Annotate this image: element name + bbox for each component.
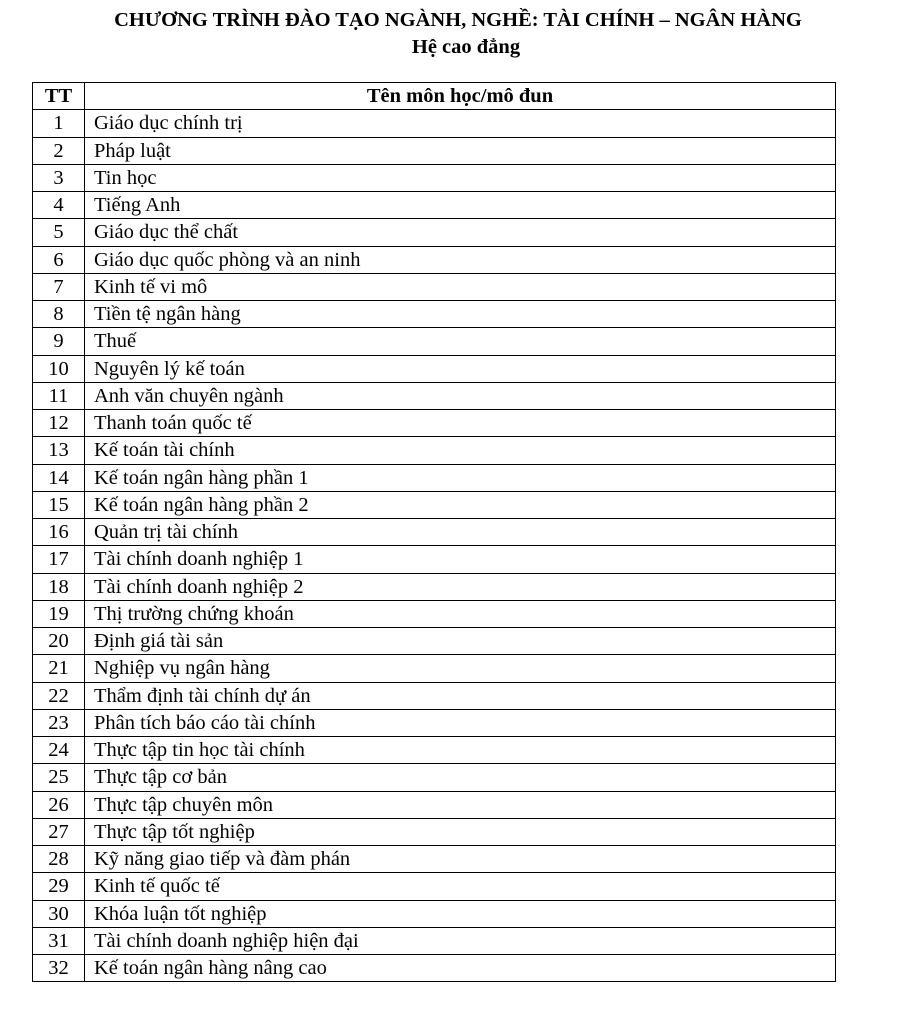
subject-name: Tài chính doanh nghiệp 2 — [85, 573, 836, 600]
row-number: 22 — [33, 682, 85, 709]
table-row — [33, 546, 836, 573]
row-number: 12 — [33, 410, 85, 437]
row-number: 18 — [33, 573, 85, 600]
table-row — [33, 491, 836, 518]
table-row — [33, 573, 836, 600]
row-number: 19 — [33, 600, 85, 627]
row-number: 17 — [33, 546, 85, 573]
table-row — [33, 382, 836, 409]
document-title: CHƯƠNG TRÌNH ĐÀO TẠO NGÀNH, NGHỀ: TÀI CHÍNH – NGÂN HÀNG — [114, 9, 802, 31]
subject-name: Thanh toán quốc tế — [85, 410, 836, 437]
table-row — [33, 437, 836, 464]
subject-name: Kế toán ngân hàng phần 1 — [85, 464, 836, 491]
row-number: 21 — [33, 655, 85, 682]
subject-name: Kinh tế quốc tế — [85, 873, 836, 900]
table-row — [33, 955, 836, 982]
row-number: 2 — [33, 137, 85, 164]
subject-name: Nghiệp vụ ngân hàng — [85, 655, 836, 682]
subject-name: Kế toán ngân hàng nâng cao — [85, 955, 836, 982]
table-row — [33, 600, 836, 627]
subjects-table — [32, 82, 836, 982]
table-row — [33, 791, 836, 818]
table-row — [33, 655, 836, 682]
subject-name: Quản trị tài chính — [85, 519, 836, 546]
row-number: 3 — [33, 164, 85, 191]
table-row — [33, 164, 836, 191]
table-row — [33, 328, 836, 355]
document-subtitle: Hệ cao đẳng — [411, 36, 521, 58]
table-row — [33, 110, 836, 137]
subject-name: Thực tập tin học tài chính — [85, 737, 836, 764]
table-row — [33, 764, 836, 791]
subject-name: Phân tích báo cáo tài chính — [85, 709, 836, 736]
subject-name: Tiền tệ ngân hàng — [85, 301, 836, 328]
table-row — [33, 873, 836, 900]
row-number: 31 — [33, 927, 85, 954]
subject-name: Tài chính doanh nghiệp 1 — [85, 546, 836, 573]
subject-name: Tin học — [85, 164, 836, 191]
table-row — [33, 682, 836, 709]
table-row — [33, 927, 836, 954]
row-number: 16 — [33, 519, 85, 546]
row-number: 8 — [33, 301, 85, 328]
subject-name: Pháp luật — [85, 137, 836, 164]
subject-name: Giáo dục thể chất — [85, 219, 836, 246]
table-row — [33, 246, 836, 273]
column-header-subject: Tên môn học/mô đun — [85, 83, 836, 110]
table-row — [33, 137, 836, 164]
table-row — [33, 410, 836, 437]
row-number: 11 — [33, 382, 85, 409]
table-row — [33, 737, 836, 764]
table-row — [33, 709, 836, 736]
row-number: 13 — [33, 437, 85, 464]
row-number: 6 — [33, 246, 85, 273]
table-row — [33, 273, 836, 300]
row-number: 32 — [33, 955, 85, 982]
row-number: 24 — [33, 737, 85, 764]
subject-name: Khóa luận tốt nghiệp — [85, 900, 836, 927]
table-row — [33, 355, 836, 382]
row-number: 23 — [33, 709, 85, 736]
column-header-tt: TT — [33, 83, 85, 110]
subject-name: Tiếng Anh — [85, 192, 836, 219]
subject-name: Thực tập cơ bản — [85, 764, 836, 791]
subject-name: Thực tập chuyên môn — [85, 791, 836, 818]
subject-name: Kinh tế vi mô — [85, 273, 836, 300]
table-row — [33, 519, 836, 546]
row-number: 27 — [33, 818, 85, 845]
row-number: 1 — [33, 110, 85, 137]
subject-name: Tài chính doanh nghiệp hiện đại — [85, 927, 836, 954]
subject-name: Định giá tài sản — [85, 628, 836, 655]
row-number: 14 — [33, 464, 85, 491]
row-number: 20 — [33, 628, 85, 655]
table-row — [33, 464, 836, 491]
row-number: 26 — [33, 791, 85, 818]
table-body — [33, 110, 836, 982]
subject-name: Kỹ năng giao tiếp và đàm phán — [85, 846, 836, 873]
subject-name: Nguyên lý kế toán — [85, 355, 836, 382]
row-number: 9 — [33, 328, 85, 355]
subject-name: Anh văn chuyên ngành — [85, 382, 836, 409]
subject-name: Thị trường chứng khoán — [85, 600, 836, 627]
table-row — [33, 219, 836, 246]
subject-name: Thẩm định tài chính dự án — [85, 682, 836, 709]
subject-name: Thực tập tốt nghiệp — [85, 818, 836, 845]
row-number: 30 — [33, 900, 85, 927]
row-number: 29 — [33, 873, 85, 900]
row-number: 28 — [33, 846, 85, 873]
table-header-row — [33, 83, 836, 110]
row-number: 15 — [33, 491, 85, 518]
row-number: 4 — [33, 192, 85, 219]
subject-name: Kế toán ngân hàng phần 2 — [85, 491, 836, 518]
table-row — [33, 628, 836, 655]
subject-name: Giáo dục chính trị — [85, 110, 836, 137]
table-row — [33, 900, 836, 927]
subject-name: Thuế — [85, 328, 836, 355]
table-row — [33, 301, 836, 328]
subject-name: Giáo dục quốc phòng và an ninh — [85, 246, 836, 273]
table-row — [33, 846, 836, 873]
row-number: 25 — [33, 764, 85, 791]
row-number: 5 — [33, 219, 85, 246]
subject-name: Kế toán tài chính — [85, 437, 836, 464]
row-number: 10 — [33, 355, 85, 382]
table-row — [33, 192, 836, 219]
table-row — [33, 818, 836, 845]
row-number: 7 — [33, 273, 85, 300]
